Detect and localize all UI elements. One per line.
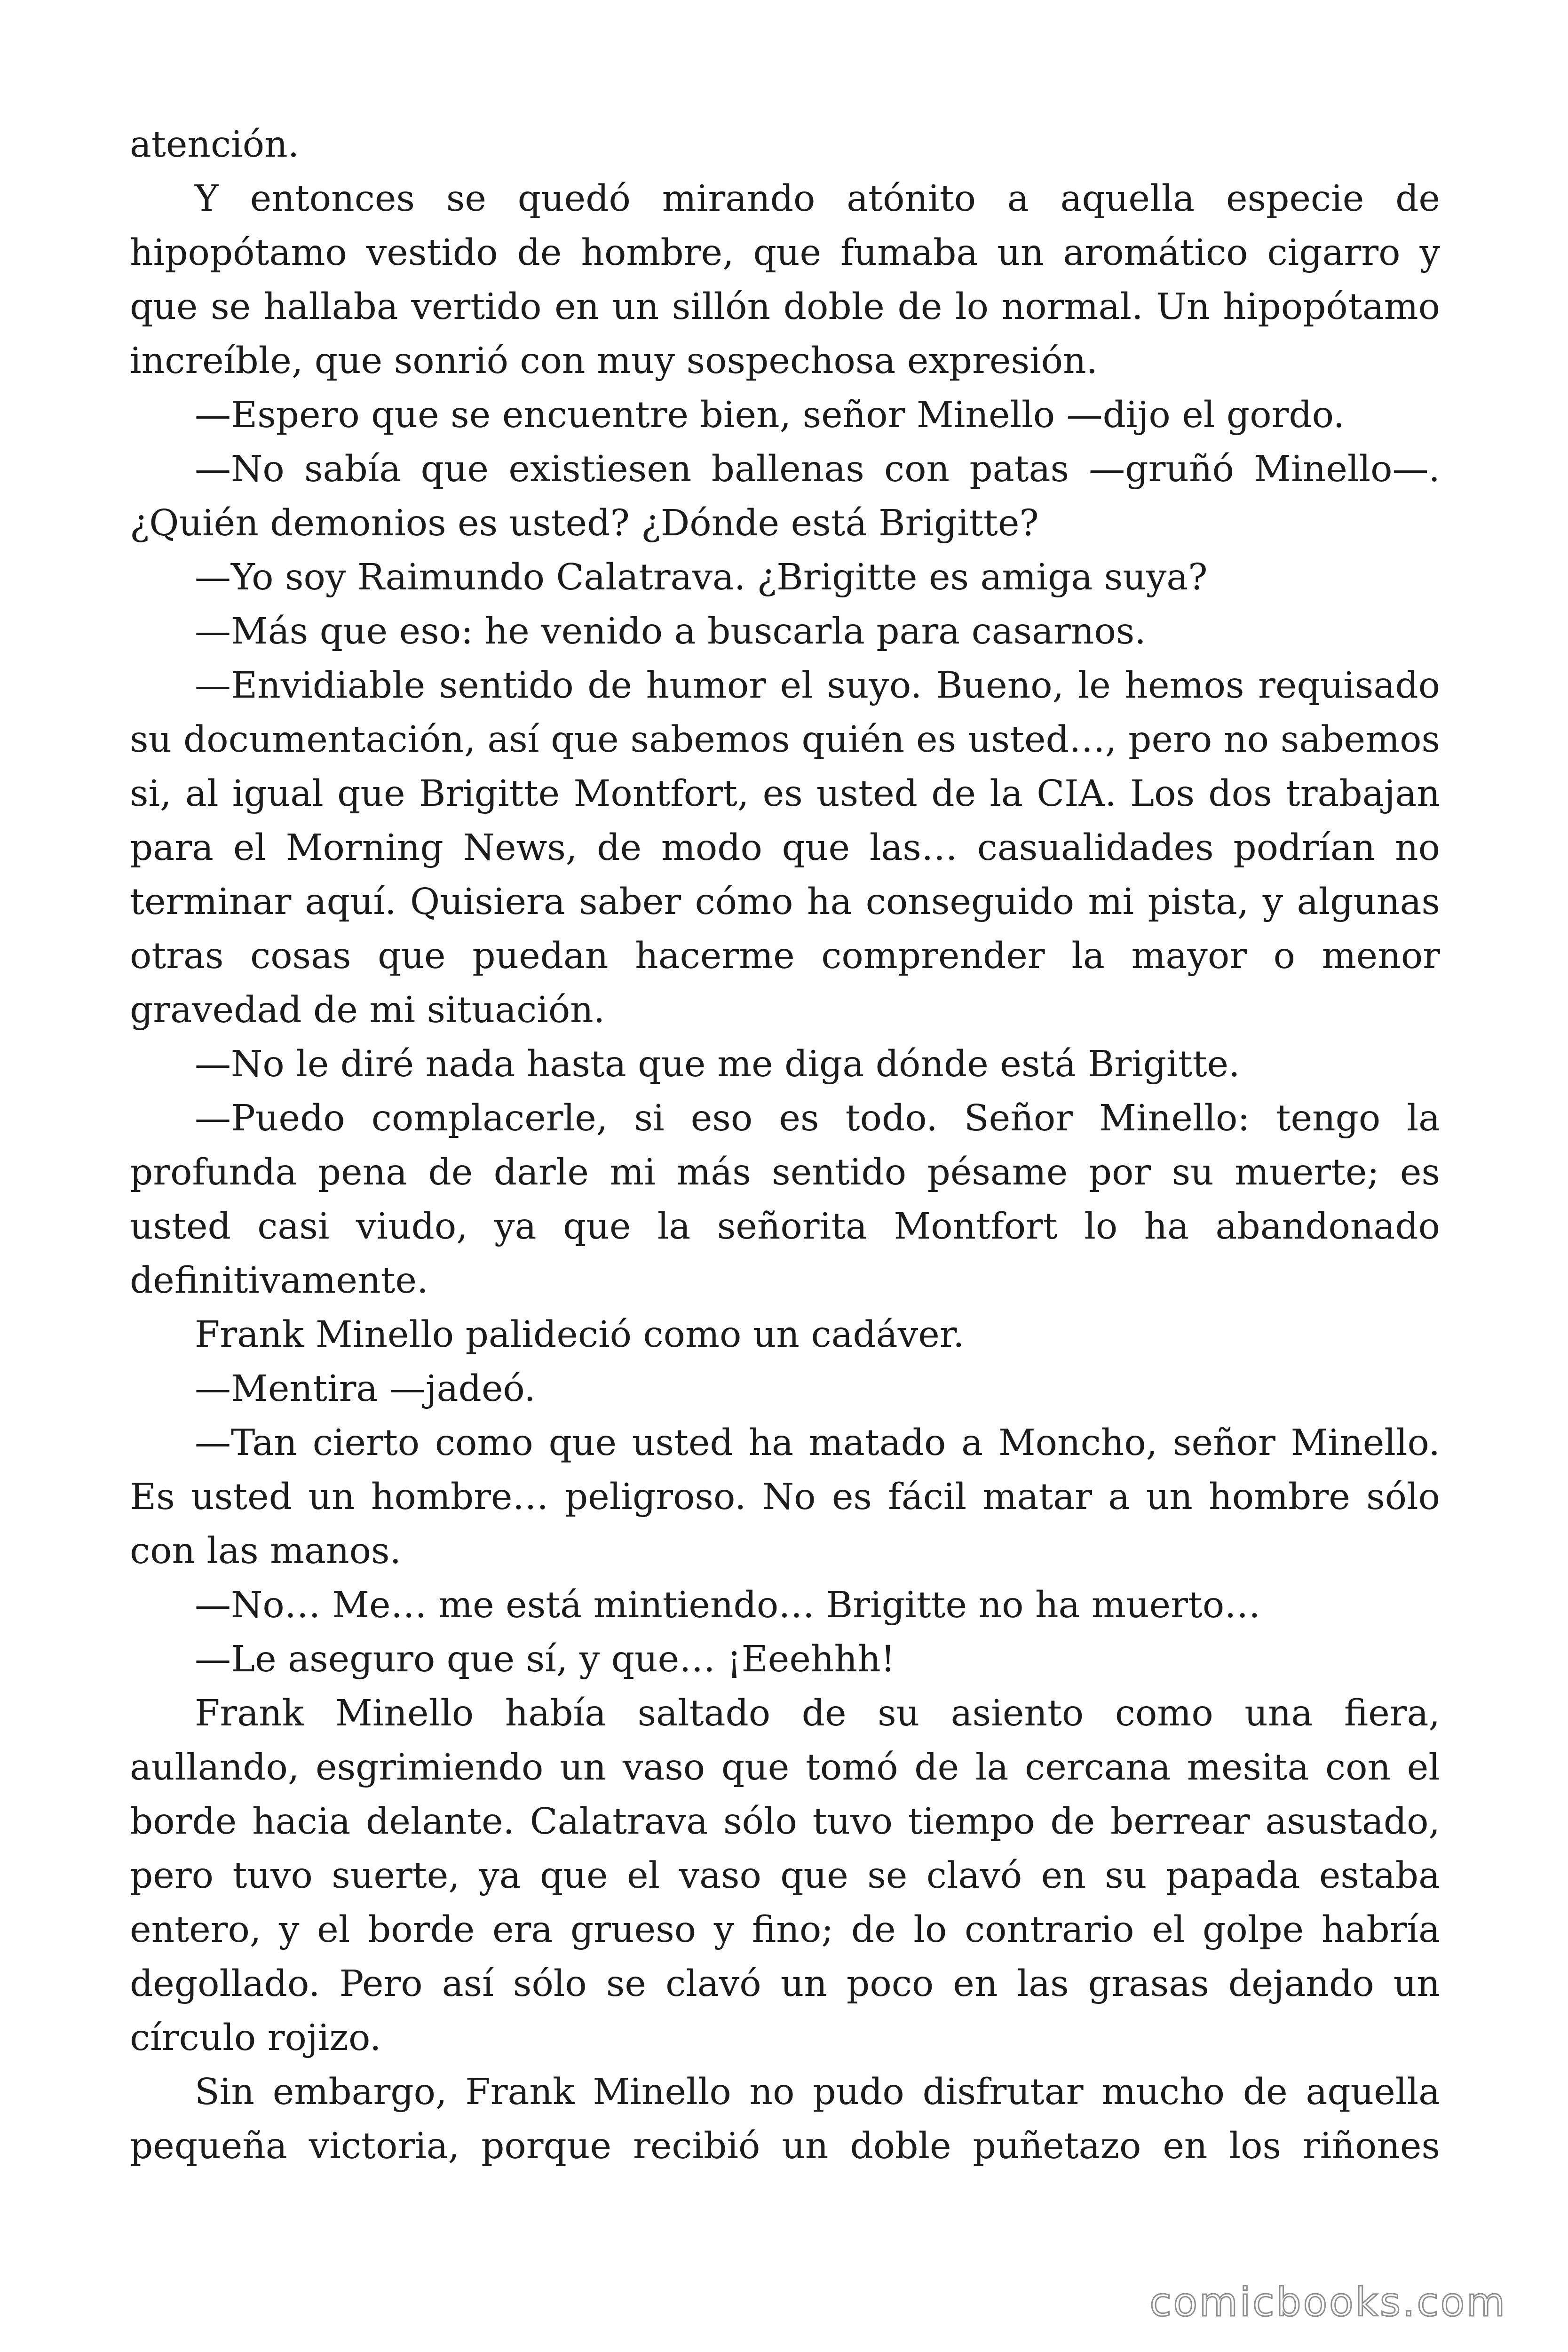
dialogue-line: —Le aseguro que sí, y que… ¡Eeehhh! [195,1638,895,1680]
dialogue-line: —No sabía que existiesen ballenas con patas —gruñó Minello—. ¿Quién demonios es usted? ¿Dónde está Brigitte? [130,448,1440,544]
dialogue-line: —Envidiable sentido de humor el suyo. Bueno, le hemos requisado su documentación, así que sabemos quién es usted…, pero no sabemos si, al igual que Brigitte Montfort, es usted de la CIA. Los dos trabajan para el Morning News, de modo que las… casualidades podrían no terminar aquí. Quisiera saber cómo ha conseguido mi pista, y algunas otras cosas que puedan hacerme comprender la mayor o menor gravedad de mi situación. [130,665,1440,1031]
paragraph: Y entonces se quedó mirando atónito a aquella especie de hipopótamo vestido de hombre, que fumaba un aromático cigarro y que se hallaba vertido en un sillón doble de lo normal. Un hipopótamo increíble, que sonrió con muy sospechosa expresión. [130,178,1440,382]
dialogue-line: —Puedo complacerle, si eso es todo. Señor Minello: tengo la profunda pena de darle mi más sentido pésame por su muerte; es usted casi viudo, ya que la señorita Montfort lo ha abandonado definitivamente. [130,1097,1440,1302]
dialogue-line: —Yo soy Raimundo Calatrava. ¿Brigitte es amiga suya? [195,556,1208,598]
paragraph: Frank Minello había saltado de su asiento como una fiera, aullando, esgrimiendo un vaso que tomó de la cercana mesita con el borde hacia delante. Calatrava sólo tuvo tiempo de berrear asustado, pero tuvo suerte, ya que el vaso que se clavó en su papada estaba entero, y el borde era grueso y fino; de lo contrario el golpe habría degollado. Pero así sólo se clavó un poco en las grasas dejando un círculo rojizo. [130,1692,1440,2059]
paragraph: Frank Minello palideció como un cadáver. [195,1314,965,1356]
paragraph-continuation: atención. [130,124,300,166]
dialogue-line: —Mentira —jadeó. [195,1368,536,1410]
dialogue-line: —No… Me… me está mintiendo… Brigitte no ha muerto… [195,1584,1261,1626]
dialogue-line: —No le diré nada hasta que me diga dónde está Brigitte. [195,1043,1240,1085]
paragraph: Sin embargo, Frank Minello no pudo disfrutar mucho de aquella pequeña victoria, porque recibió un doble puñetazo en los riñones [130,2071,1440,2167]
watermark-logo: comicbooks.com [1149,2279,1507,2325]
dialogue-line: —Tan cierto como que usted ha matado a Moncho, señor Minello. Es usted un hombre… peligroso. No es fácil matar a un hombre sólo con las manos. [130,1422,1440,1572]
dialogue-line: —Más que eso: he venido a buscarla para casarnos. [195,611,1146,652]
body-text [130,118,1440,2173]
dialogue-line: —Espero que se encuentre bien, señor Minello —dijo el gordo. [195,394,1345,436]
